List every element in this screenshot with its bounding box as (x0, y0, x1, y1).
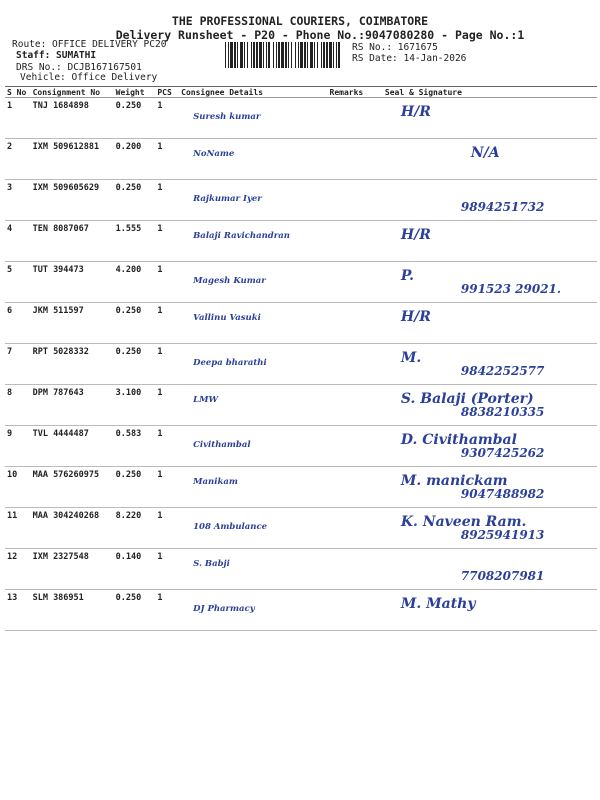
signature-text: H/R (400, 309, 431, 325)
col-remarks: Remarks (328, 87, 383, 98)
row-pcs: 1 (155, 262, 179, 303)
row-signature (383, 98, 597, 139)
row-signature (383, 590, 597, 631)
row-sno: 10 (5, 467, 31, 508)
row-weight: 0.250 (114, 98, 156, 139)
row-consignment: TNJ 1684898 (31, 98, 114, 139)
row-pcs: 1 (155, 385, 179, 426)
row-weight: 0.200 (114, 139, 156, 180)
col-consignment: Consignment No (31, 87, 114, 98)
table-row (5, 221, 597, 262)
row-pcs: 1 (155, 98, 179, 139)
row-remarks (328, 180, 383, 221)
row-weight: 0.250 (114, 344, 156, 385)
row-pcs: 1 (155, 221, 179, 262)
consignee-handwritten-name: NoName (193, 149, 235, 159)
row-consignment: JKM 511597 (31, 303, 114, 344)
signature-text: N/A (470, 145, 500, 161)
signature-phone: 8925941913 (460, 528, 545, 542)
consignee-handwritten-name: Manikam (193, 477, 238, 487)
table-row (5, 262, 597, 303)
row-remarks (328, 426, 383, 467)
row-consignee (179, 344, 327, 385)
row-pcs: 1 (155, 467, 179, 508)
row-remarks (328, 549, 383, 590)
row-sno: 7 (5, 344, 31, 385)
row-signature (383, 467, 597, 508)
barcode-icon (225, 42, 345, 68)
rs-number: RS No.: 1671675 (352, 42, 438, 53)
col-consignee: Consignee Details (179, 87, 327, 98)
row-remarks (328, 221, 383, 262)
consignee-handwritten-name: Rajkumar Iyer (193, 194, 262, 204)
col-sno: S No (5, 87, 31, 98)
row-consignee (179, 180, 327, 221)
row-weight: 1.555 (114, 221, 156, 262)
table-row (5, 98, 597, 139)
row-weight: 0.583 (114, 426, 156, 467)
row-weight: 0.250 (114, 303, 156, 344)
row-pcs: 1 (155, 303, 179, 344)
row-consignee (179, 221, 327, 262)
row-remarks (328, 344, 383, 385)
row-signature (383, 426, 597, 467)
row-weight: 3.100 (114, 385, 156, 426)
row-signature (383, 508, 597, 549)
signature-phone: 9842252577 (460, 364, 545, 378)
row-sno: 5 (5, 262, 31, 303)
row-consignment: IXM 2327548 (31, 549, 114, 590)
row-consignee (179, 262, 327, 303)
row-sno: 2 (5, 139, 31, 180)
row-sno: 1 (5, 98, 31, 139)
signature-phone: 8838210335 (460, 405, 545, 419)
row-consignment: MAA 576260975 (31, 467, 114, 508)
row-signature (383, 262, 597, 303)
row-remarks (328, 139, 383, 180)
consignee-handwritten-name: 108 Ambulance (193, 522, 268, 532)
row-signature (383, 221, 597, 262)
row-signature (383, 180, 597, 221)
row-remarks (328, 508, 383, 549)
row-consignee (179, 549, 327, 590)
row-signature (383, 139, 597, 180)
signature-text: D. Civithambal (400, 432, 517, 448)
row-consignment: MAA 304240268 (31, 508, 114, 549)
row-consignment: TEN 8087067 (31, 221, 114, 262)
signature-text: H/R (400, 227, 431, 243)
row-weight: 0.250 (114, 180, 156, 221)
col-weight: Weight (114, 87, 156, 98)
runsheet-table (5, 86, 597, 631)
signature-phone: 7708207981 (460, 569, 545, 583)
row-consignee (179, 98, 327, 139)
row-pcs: 1 (155, 139, 179, 180)
row-pcs: 1 (155, 426, 179, 467)
signature-phone: 9894251732 (460, 200, 545, 214)
table-row (5, 385, 597, 426)
row-pcs: 1 (155, 344, 179, 385)
row-consignee (179, 139, 327, 180)
route-info: Route: OFFICE DELIVERY PC20 (12, 39, 167, 50)
row-consignee (179, 508, 327, 549)
signature-phone: 9047488982 (460, 487, 545, 501)
table-row (5, 590, 597, 631)
row-consignee (179, 467, 327, 508)
table-row (5, 508, 597, 549)
table-row (5, 344, 597, 385)
row-sno: 13 (5, 590, 31, 631)
table-row (5, 139, 597, 180)
signature-phone: 9307425262 (460, 446, 545, 460)
consignee-handwritten-name: Suresh kumar (193, 112, 261, 122)
row-signature (383, 303, 597, 344)
consignee-handwritten-name: S. Babji (193, 559, 230, 569)
row-consignee (179, 590, 327, 631)
row-weight: 0.250 (114, 590, 156, 631)
table-header-row (5, 87, 597, 98)
row-consignment: SLM 386951 (31, 590, 114, 631)
row-consignment: IXM 509605629 (31, 180, 114, 221)
signature-text: P. (400, 268, 414, 284)
consignee-handwritten-name: Deepa bharathi (193, 358, 267, 368)
signature-text: M. (400, 350, 422, 366)
signature-text: S. Balaji (Porter) (400, 391, 534, 407)
consignee-handwritten-name: Civithambal (193, 440, 251, 450)
signature-text: H/R (400, 104, 431, 120)
row-remarks (328, 303, 383, 344)
table-row (5, 180, 597, 221)
company-name: THE PROFESSIONAL COURIERS, COIMBATORE (171, 14, 429, 28)
row-weight: 4.200 (114, 262, 156, 303)
vehicle-info: Vehicle: Office Delivery (20, 72, 158, 83)
table-row (5, 303, 597, 344)
table-row (5, 467, 597, 508)
row-consignment: TUT 394473 (31, 262, 114, 303)
col-seal-signature: Seal & Signature (383, 87, 597, 98)
rs-date: RS Date: 14-Jan-2026 (352, 53, 467, 64)
row-remarks (328, 590, 383, 631)
row-sno: 11 (5, 508, 31, 549)
row-signature (383, 385, 597, 426)
row-sno: 8 (5, 385, 31, 426)
row-sno: 6 (5, 303, 31, 344)
row-remarks (328, 385, 383, 426)
runsheet-title: Delivery Runsheet - P20 - Phone No.:9047080280 - Page No.:1 (115, 28, 525, 42)
row-remarks (328, 467, 383, 508)
row-pcs: 1 (155, 549, 179, 590)
row-sno: 12 (5, 549, 31, 590)
consignee-handwritten-name: Vallinu Vasuki (193, 313, 261, 323)
row-sno: 4 (5, 221, 31, 262)
col-pcs: PCS (155, 87, 179, 98)
row-consignment: TVL 4444487 (31, 426, 114, 467)
row-pcs: 1 (155, 180, 179, 221)
row-remarks (328, 98, 383, 139)
consignee-handwritten-name: Magesh Kumar (193, 276, 266, 286)
consignee-handwritten-name: Balaji Ravichandran (193, 231, 290, 241)
drs-number: DRS No.: DCJB167167501 (16, 62, 142, 73)
staff-info: Staff: SUMATHI (16, 50, 97, 61)
row-consignee (179, 385, 327, 426)
row-sno: 3 (5, 180, 31, 221)
row-remarks (328, 262, 383, 303)
row-weight: 0.140 (114, 549, 156, 590)
consignee-handwritten-name: DJ Pharmacy (193, 604, 255, 614)
row-sno: 9 (5, 426, 31, 467)
signature-text: M. Mathy (400, 596, 476, 612)
row-consignee (179, 303, 327, 344)
row-pcs: 1 (155, 590, 179, 631)
table-row (5, 549, 597, 590)
signature-text: K. Naveen Ram. (400, 514, 527, 530)
signature-text: M. manickam (400, 473, 508, 489)
row-consignee (179, 426, 327, 467)
row-weight: 8.220 (114, 508, 156, 549)
row-consignment: RPT 5028332 (31, 344, 114, 385)
row-signature (383, 344, 597, 385)
row-pcs: 1 (155, 508, 179, 549)
row-consignment: IXM 509612881 (31, 139, 114, 180)
row-weight: 0.250 (114, 467, 156, 508)
signature-phone: 991523 29021. (460, 282, 562, 296)
table-row (5, 426, 597, 467)
row-consignment: DPM 787643 (31, 385, 114, 426)
consignee-handwritten-name: LMW (193, 395, 219, 405)
row-signature (383, 549, 597, 590)
